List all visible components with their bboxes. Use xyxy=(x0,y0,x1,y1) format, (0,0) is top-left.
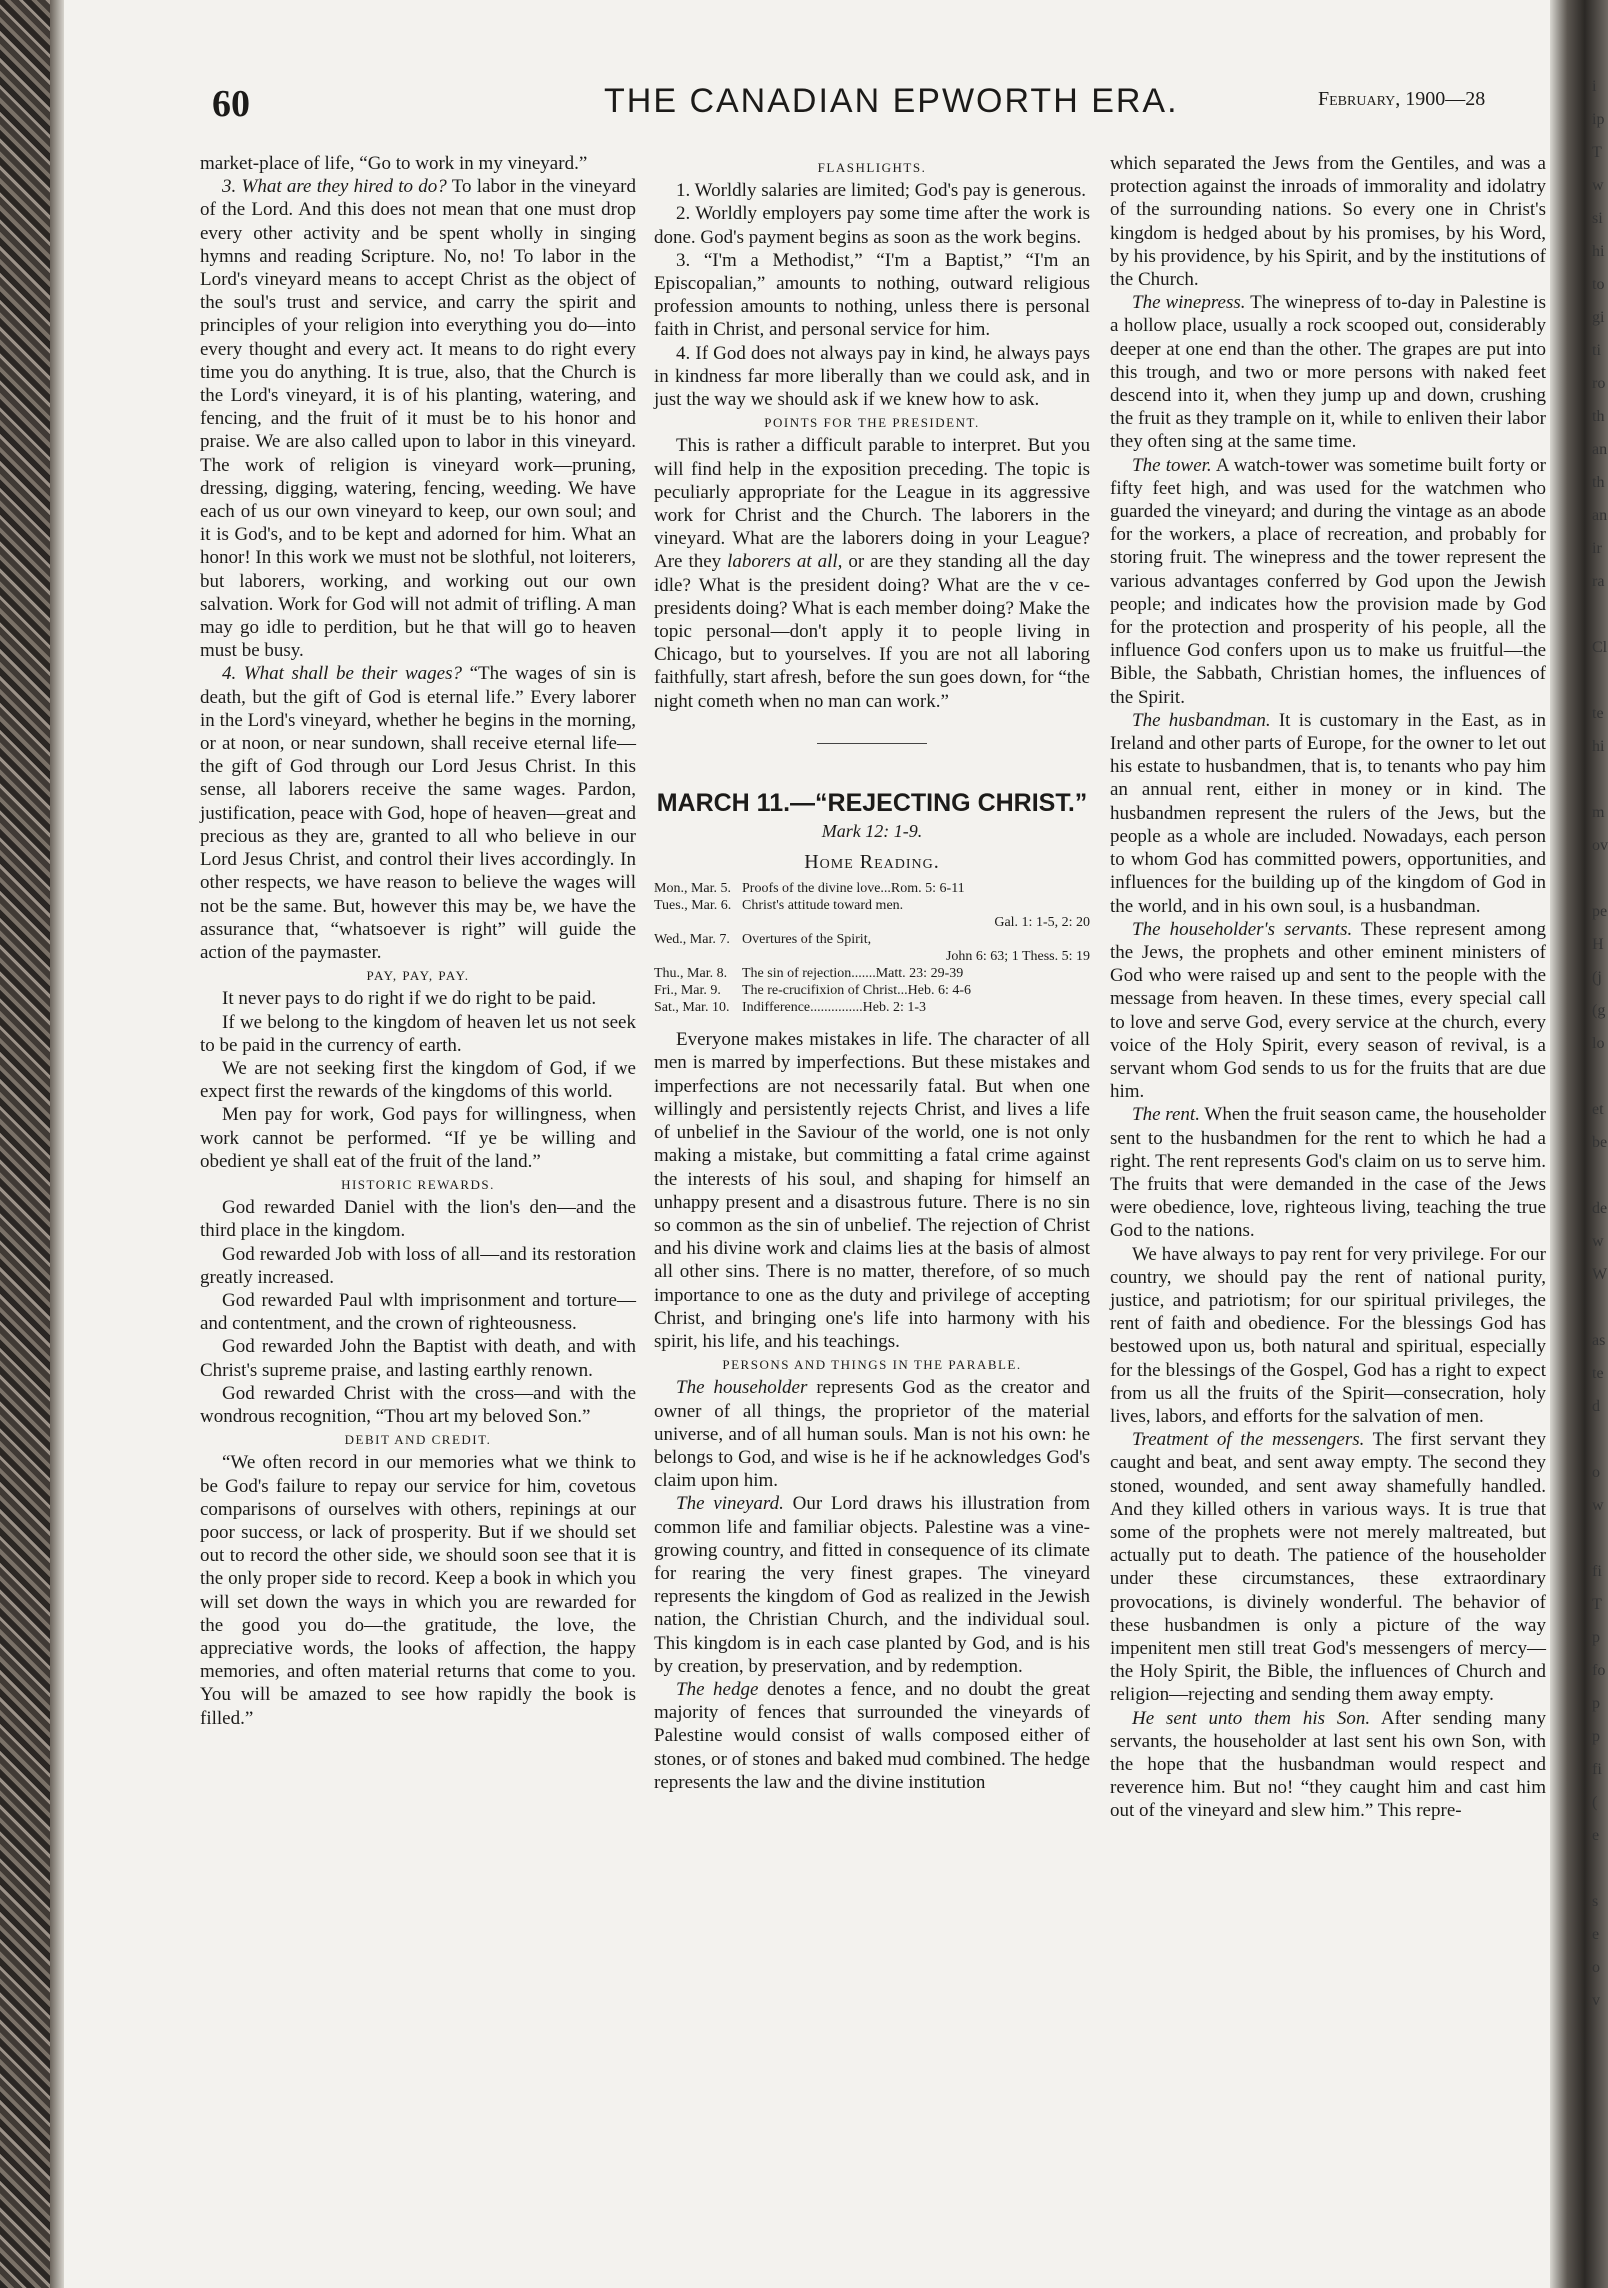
paragraph: 1. Worldly salaries are limited; God's pay is generous. xyxy=(676,180,1086,202)
reading-row xyxy=(654,982,1090,999)
reading-reference: John 6: 63; 1 Thess. 5: 19 xyxy=(945,949,1090,965)
section-heading: PERSONS AND THINGS IN THE PARABLE. xyxy=(722,1357,1022,1373)
next-page-line: to xyxy=(1592,276,1605,293)
next-page-line: w xyxy=(1592,1497,1604,1514)
next-page-line: an xyxy=(1592,441,1608,458)
paragraph: God rewarded Daniel with the lion's den—and the third place in the kingdom. xyxy=(200,1197,636,1242)
lesson-reference: Mark 12: 1-9. xyxy=(821,820,923,841)
next-page-fragment xyxy=(1592,70,1608,2270)
reading-row-continued xyxy=(654,914,1090,931)
next-page-line: gi xyxy=(1592,309,1605,326)
paragraph: market-place of life, “Go to work in my vineyard.” xyxy=(200,153,588,174)
next-page-line: ip xyxy=(1592,111,1605,128)
paragraph: God rewarded Paul wlth imprisonment and torture—and contentment, and the crown of righteousness. xyxy=(200,1289,636,1335)
next-page-line: ti xyxy=(1592,342,1601,359)
next-page-line: m xyxy=(1592,804,1605,821)
paragraph: God rewarded Job with loss of all—and its restoration greatly increased. xyxy=(200,1243,636,1288)
home-reading-heading: Home Reading. xyxy=(804,851,940,874)
next-page-line xyxy=(1592,1060,1608,1093)
paragraph: We have always to pay rent for very privilege. For our country, we should pay the rent of national purity, justice, and patriotism; for our spiritual privileges, the rent of faith and obedience. For the blessings God has bestowed upon us, both natural and spiritual, especially for the blessings of the Gospel, God has a right to expect from us all the fruits of the Spirit—consecration, holy lives, labors, and efforts for the salvation of men. xyxy=(1110,1243,1546,1427)
next-page-line xyxy=(1592,1159,1608,1192)
next-page-line: Cl xyxy=(1592,639,1608,656)
page-number: 60 xyxy=(212,83,250,125)
divider xyxy=(817,743,927,744)
reading-text: The re-crucifixion of Christ...Heb. 6: 4-6 xyxy=(742,983,971,999)
paragraph: The rent. When the fruit season came, the householder sent to the husbandmen for the rent to which he had a right. The rent represents God's claim on us to serve him. The fruits that were demanded in the case of the Jews were obedience, love, righteous living, teaching the true God to the nations. xyxy=(1110,1104,1546,1242)
reading-row xyxy=(654,897,1090,914)
next-page-line: de xyxy=(1592,1200,1608,1217)
paragraph: 3. What are they hired to do? To labor in the vineyard of the Lord. And this does not mean that one must drop every other activity and be spent wholly in singing hymns and reading Scripture. No, no! To labor in the Lord's vineyard means to accept Christ as the object of the soul's trust and service, and carry the spirit and principles of your religion into everything you do—into every thought and every act. It means to do right every time you do anything. It is true, also, that the Church is the Lord's vineyard, it is of his planting, watering, and fencing, and the fruit of it must be to his honor and praise. We are also called upon to labor in this vineyard. The work of religion is vineyard work—pruning, dressing, digging, watering, fencing, weeding. We have each of us our own vineyard to keep, our own soul; and it is God's, and to be kept and adorned for him. What an honor! In this work we must not be slothful, not loiterers, but laborers, working, and working out our own salvation. Work for God will not admit of trifling. A man may go idle to perdition, but he that will go to heaven must be busy. xyxy=(200,176,636,662)
section-heading: DEBIT AND CREDIT. xyxy=(344,1432,492,1448)
next-page-line: as xyxy=(1592,1332,1606,1349)
next-page-line xyxy=(1592,1423,1608,1456)
next-page-line: et xyxy=(1592,1101,1604,1118)
next-page-line xyxy=(1592,1852,1608,1885)
paragraph: The hedge denotes a fence, and no doubt the great majority of fences that surrounded the vineyards of Palestine would consist of walls composed either of stones, or of stones and baked mud combined. The hedge represents the law and the divine institution xyxy=(654,1678,1091,1793)
next-page-line xyxy=(1592,598,1608,631)
next-page-line: s xyxy=(1592,1893,1599,1910)
next-page-line: T xyxy=(1592,144,1602,161)
next-page-line: p xyxy=(1592,1728,1600,1745)
next-page-line: p xyxy=(1592,1629,1600,1646)
next-page-line: d xyxy=(1592,1398,1600,1415)
reading-row xyxy=(654,880,1090,897)
next-page-line: (j xyxy=(1592,969,1602,986)
next-page-line: th xyxy=(1592,474,1605,491)
next-page-line: ov xyxy=(1592,837,1608,854)
next-page-line: T xyxy=(1592,1596,1602,1613)
paragraph: 2. Worldly employers pay some time after the work is done. God's payment begins as soon as the work begins. xyxy=(654,203,1090,248)
reading-day: Mon., Mar. 5. xyxy=(654,881,731,897)
next-page-line: te xyxy=(1592,705,1604,722)
paragraph: 3. “I'm a Methodist,” “I'm a Baptist,” “I'm an Episcopalian,” amounts to nothing, outward religious profession amounts to nothing, unless there is personal faith in Christ, and personal service for him. xyxy=(654,249,1090,341)
reading-day: Sat., Mar. 10. xyxy=(654,1000,730,1016)
next-page-line: an xyxy=(1592,507,1608,524)
paragraph: He sent unto them his Son. After sending many servants, the householder at last sent his own Son, with the hope that the husbandman would respect and reverence him. But no! “they caught him and cast him out of the vineyard and slew him.” This repre- xyxy=(1110,1707,1546,1822)
next-page-line: si xyxy=(1592,210,1603,227)
column-3 xyxy=(1110,152,1546,1823)
reading-row xyxy=(654,965,1090,982)
section-heading: POINTS FOR THE PRESIDENT. xyxy=(764,415,980,431)
paragraph: The householder represents God as the creator and owner of all things, the proprietor of the material universe, and of all human souls. Man is not his own: he belongs to God, and wise is he if he acknowledges God's claim upon him. xyxy=(654,1377,1091,1492)
next-page-line: hi xyxy=(1592,738,1605,755)
reading-text: Christ's attitude toward men. xyxy=(742,898,904,914)
paragraph: The householder's servants. These represent among the Jews, the prophets and other eminent ministers of God who were raised up and sent to the people with the message from heaven. In these times, every special call to love and serve God, every service at the church, every voice of the Holy Spirit, every season of revival, is a servant whom God sends to us for the fruits that are due him. xyxy=(1110,918,1546,1103)
paragraph: which separated the Jews from the Gentiles, and was a protection against the inroads of immorality and idolatry of the surrounding nations. So every one in Christ's kingdom is hedged about by his promises, by his Word, by his providence, by his Spirit, and by the institutions of the Church. xyxy=(1110,153,1546,291)
next-page-line xyxy=(1592,1291,1608,1324)
paragraph: It never pays to do right if we do right to be paid. xyxy=(222,988,597,1010)
next-page-line: fo xyxy=(1592,1662,1606,1679)
next-page-line: lo xyxy=(1592,1035,1605,1052)
next-page-line: i xyxy=(1592,78,1597,95)
paragraph: Everyone makes mistakes in life. The character of all men is marred by imperfections. But these mistakes and imperfections are not necessarily fatal. But when one willingly and persistently rejects Christ, and lives a life of unbelief in the Saviour of the world, one is not only making a mistake, but committing a fatal crime against the interests of his soul, and shaping for himself an unhappy present and a disastrous future. There is no sin so common as the sin of unbelief. The rejection of Christ and his divine work and claims lies at the basis of almost all other sins. There is no matter, therefore, of so much importance to one as the duty and privilege of accepting Christ, and bringing one's life into harmony with his spirit, his life, and his teachings. xyxy=(654,1029,1090,1352)
next-page-line xyxy=(1592,664,1608,697)
section-heading: PAY, PAY, PAY. xyxy=(366,968,470,984)
reading-text: The sin of rejection.......Matt. 23: 29-39 xyxy=(742,966,964,982)
paragraph: 4. If God does not always pay in kind, he always pays in kindness far more liberally than we could ask, and in just the way we should ask if we knew how to ask. xyxy=(654,342,1090,411)
next-page-line: ir xyxy=(1592,540,1602,557)
section-heading: HISTORIC REWARDS. xyxy=(341,1176,495,1192)
paragraph: God rewarded John the Baptist with death, and with Christ's supreme praise, and lasting earthly renown. xyxy=(200,1336,636,1381)
next-page-line: be xyxy=(1592,1134,1608,1151)
reading-day: Thu., Mar. 8. xyxy=(654,966,728,982)
issue-date: February, 1900—28 xyxy=(1318,88,1486,110)
next-page-line: te xyxy=(1592,1365,1604,1382)
paragraph: The tower. A watch-tower was sometime built forty or fifty feet high, and was used for the watchmen who guarded the vineyard; and during the vintage as an abode for the workers, a place of recreation, and probably for storing fruit. The winepress and the tower represent the various advantages conferred by God upon the Jewish people; and indicates how the provision made by God for the protection and prosperity of his people, all the influence God confers upon us to make us fruitful—the Bible, the Sabbath, Christian homes, the influences of the Spirit. xyxy=(1110,454,1546,708)
next-page-line: H xyxy=(1592,936,1604,953)
next-page-line: (g xyxy=(1592,1002,1606,1019)
next-page-line: o xyxy=(1592,1464,1600,1481)
reading-reference: Gal. 1: 1-5, 2: 20 xyxy=(994,915,1090,931)
next-page-line: w xyxy=(1592,177,1604,194)
reading-row xyxy=(654,999,1090,1016)
paragraph: Men pay for work, God pays for willingness, when work cannot be performed. “If ye be willing and obedient ye shall eat of the fruit of the land.” xyxy=(200,1104,636,1172)
binding-edge xyxy=(50,0,64,2288)
next-page-line: e xyxy=(1592,1926,1600,1943)
next-page-line: pe xyxy=(1592,903,1608,920)
paragraph: We are not seeking first the kingdom of God, if we expect first the rewards of the kingdoms of this world. xyxy=(200,1057,636,1103)
next-page-line: W xyxy=(1592,1266,1608,1283)
next-page-line xyxy=(1592,763,1608,796)
next-page-line: v xyxy=(1592,1992,1600,2009)
paragraph: The winepress. The winepress of to-day in Palestine is a hollow place, usually a rock scooped out, considerably deeper at one end than the other. The grapes are put into this trough, and two or more persons with naked feet descend into it, when they jump up and down, crushing the fruit as they trample on it, while to enliven their labor they often sing at the same time. xyxy=(1110,292,1546,453)
paragraph: The vineyard. Our Lord draws his illustration from common life and familiar objects. Palestine was a vine-growing country, and fitted in consequence of its climate for rearing the very finest grapes. The vineyard represents the kingdom of God as realized in the Jewish nation, the Christian Church, and the individual soul. This kingdom is in each case planted by God, and is his by creation, by preservation, and by redemption. xyxy=(654,1493,1090,1677)
next-page-line: fi xyxy=(1592,1761,1602,1778)
next-page-line: o xyxy=(1592,1959,1600,1976)
column-1 xyxy=(200,152,636,1730)
reading-text: Overtures of the Spirit, xyxy=(742,932,872,948)
section-heading: FLASHLIGHTS. xyxy=(817,160,927,175)
next-page-line: ( xyxy=(1592,1794,1598,1811)
paragraph-lead: 3. What are they hired to do? xyxy=(222,176,447,198)
book-binding xyxy=(0,0,50,2288)
next-page-line: hi xyxy=(1592,243,1605,260)
next-page-line: e xyxy=(1592,1827,1600,1844)
reading-row-continued xyxy=(654,948,1090,965)
lesson-title: MARCH 11.—“REJECTING CHRIST.” xyxy=(656,788,1088,817)
paragraph: 4. What shall be their wages? “The wages of sin is death, but the gift of God is eternal life.” Every laborer in the Lord's vineyard, whether he begins in the morning, or at noon, or near sundown, shall receive eternal life—the gift of God through our Lord Jesus Christ. In this sense, all laborers receive the same wages. Pardon, justification, peace with God, hope of heaven—great and precious as they are, granted to all who believe in our Lord Jesus Christ, and control their lives accordingly. In other respects, we have reason to believe the wages will not be the same. But, however this may be, we have the assurance that, “whatsoever is right” will guide the action of the paymaster. xyxy=(200,663,636,963)
reading-row xyxy=(654,931,1090,948)
next-page-line: p xyxy=(1592,1695,1600,1712)
paragraph: The husbandman. It is customary in the East, as in Ireland and other parts of Europe, for the owner to let out his estate to husbandmen, that is, to tenants who pay him an annual rent, either in money or in kind. The husbandmen represent the rulers of the Jews, but the people as a whole are included. Nowadays, each person to whom God has committed powers, opportunities, and influences for the building up of the kingdom of God in the world, and in his own soul, is a husbandman. xyxy=(1110,709,1547,917)
home-reading-table xyxy=(654,880,1090,1016)
next-page-line xyxy=(1592,1522,1608,1555)
paragraph-lead: 4. What shall be their wages? xyxy=(222,663,462,685)
next-page-line: ro xyxy=(1592,375,1606,392)
paragraph: Treatment of the messengers. The first servant they caught and beat, and sent away empty. The second they stoned, wounded, and sent away shamefully handled. And they killed others in various ways. It is true that some of the prophets were not merely maltreated, but actually put to death. The patience of the householder under these circumstances, these extraordinary provocations, is divinely wonderful. The behavior of these husbandmen is only a picture of the way impenitent men still treat God's messengers of mercy—the Holy Spirit, the Bible, the influences of Church and religion—rejecting and sending them away empty. xyxy=(1110,1429,1546,1706)
paragraph: This is rather a difficult parable to interpret. But you will find help in the exposition preceding. The topic is peculiarly appropriate for the League in its aggressive work for Christ and the Church. The laborers in the vineyard. What are the laborers doing in your League? Are they laborers at all, or are they standing all the day idle? What is the president doing? What are the v ce-presidents doing? What is each member doing? Make the topic personal—don't apply it to people living in Chicago, but to yourselves. If you are not all laboring faithfully, start afresh, before the sun goes down, for “the night cometh when no man can work.” xyxy=(654,435,1090,712)
reading-day: Wed., Mar. 7. xyxy=(654,932,730,948)
paragraph: God rewarded Christ with the cross—and with the wondrous recognition, “Thou art my beloved Son.” xyxy=(200,1382,636,1427)
next-page-line xyxy=(1592,862,1608,895)
paragraph: “We often record in our memories what we think to be God's failure to repay our service for him, covetous comparisons of ourselves with others, repinings at our poor success, or lack of prosperity. But if we should set out to record the other side, we should soon see that it is the only proper side to record. Keep a book in which you will set down the ways in which you are rewarded for the good you do—the gratitude, the love, the appreciative words, the looks of affection, the happy memories, and often material returns that come to you. You will be amazed to see how rapidly the book is filled.” xyxy=(200,1452,636,1729)
next-page-line: w xyxy=(1592,1233,1604,1250)
reading-day: Tues., Mar. 6. xyxy=(654,898,732,914)
column-2 xyxy=(654,152,1090,1794)
reading-text: Proofs of the divine love...Rom. 5: 6-11 xyxy=(742,881,965,897)
reading-text: Indifference...............Heb. 2: 1-3 xyxy=(742,1000,927,1016)
next-page-line: fi xyxy=(1592,1563,1602,1580)
next-page-line: ra xyxy=(1592,573,1605,590)
masthead: THE CANADIAN EPWORTH ERA. xyxy=(604,82,1179,120)
reading-day: Fri., Mar. 9. xyxy=(654,983,721,999)
next-page-line: th xyxy=(1592,408,1605,425)
paragraph: If we belong to the kingdom of heaven let us not seek to be paid in the currency of earth. xyxy=(200,1011,636,1056)
